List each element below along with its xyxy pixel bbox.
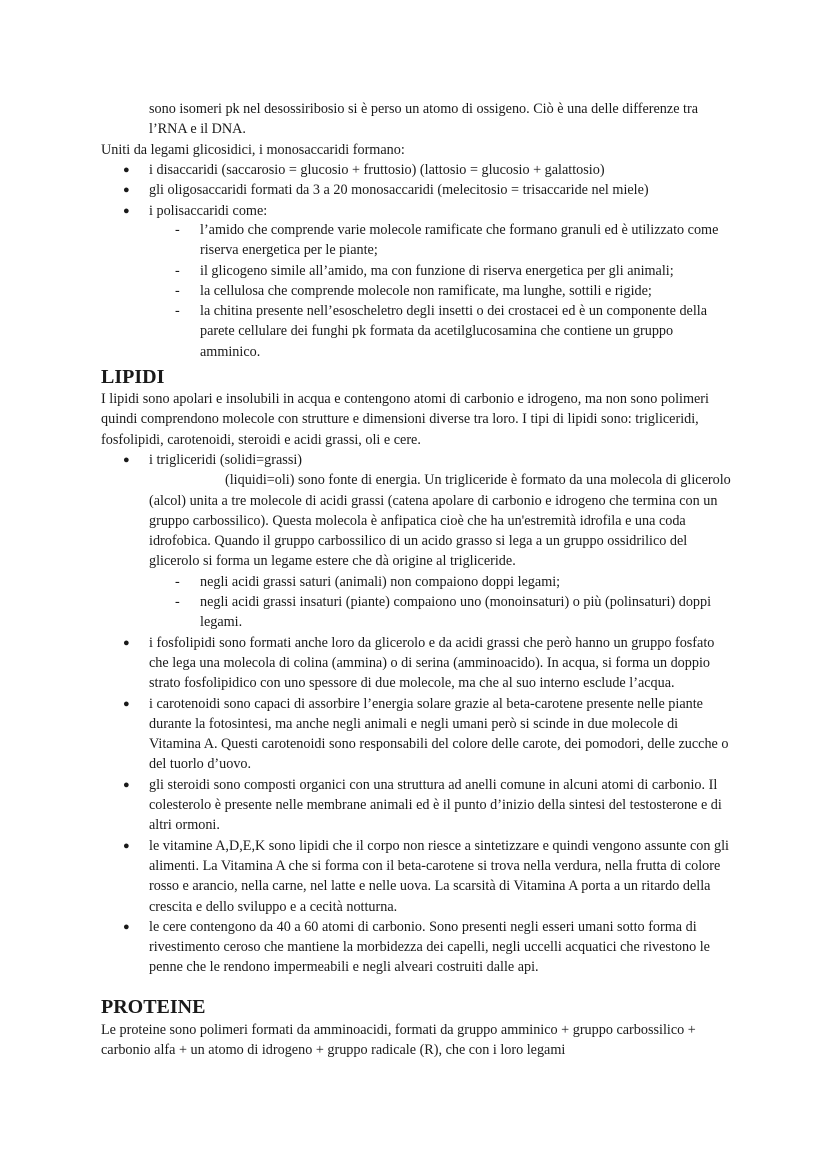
list-item-vitamine: ● le vitamine A,D,E,K sono lipidi che il corpo non riesce a sintetizzare e quindi vengono assunte con gli alimenti. La Vitamina A che si forma con il beta-carotene si trova nella verdura, nella frutta di colore rosso e arancio, nella carne, nel latte e nelle uova. La scarsità di Vitamina A porta a un ritardo della crescita e dello sviluppo e a cecità notturna. (149, 836, 731, 917)
trigliceridi-text: (liquidi=oli) sono fonte di energia. Un trigliceride è formato da una molecola di glicerolo (alcol) unita a tre molecole di acidi grassi (catena apolare di carbonio e idrogeno che termina con un gruppo carbossilico). Questa molecola è anfipatica cioè che ha un'estremità idrofila e una coda idrofobica. Quando il gruppo carbossilico di un acido grasso si lega a un gruppo ossidrilico del glicerolo si forma un legame estere che dà origine al trigliceride. (149, 472, 731, 570)
monosaccharides-intro: Uniti da legami glicosidici, i monosaccaridi formano: (101, 142, 405, 158)
proteine-intro: Le proteine sono polimeri formati da amminoacidi, formati da gruppo amminico + gruppo carbossilico + carbonio alfa + un atomo di idrogeno + gruppo radicale (R), che con i loro legami (101, 1022, 696, 1059)
list-item-carotenoidi: ● i carotenoidi sono capaci di assorbire l’energia solare grazie al beta-carotene presente nelle piante durante la fotosintesi, ma anche negli animali e negli umani però si scinde in due molecole di Vitamina A. Questi carotenoidi sono responsabili del colore delle carote, dei pomodori, delle zucche o del tuorlo d’uovo. (149, 694, 731, 775)
list-item: ● i polisaccaridi come: (149, 201, 731, 221)
list-item: - negli acidi grassi saturi (animali) non compaiono doppi legami; (200, 572, 731, 592)
list-item: - il glicogeno simile all’amido, ma con funzione di riserva energetica per gli animali; (200, 261, 730, 281)
list-item: ● i disaccaridi (saccarosio = glucosio + fruttosio) (lattosio = glucosio + galattosio) (149, 160, 731, 180)
list-item: ● gli oligosaccaridi formati da 3 a 20 monosaccaridi (melecitosio = trisaccaride nel miele) (149, 180, 731, 200)
section-heading-lipidi: LIPIDI (101, 366, 165, 388)
lipidi-list (149, 450, 731, 978)
trigliceridi-title: ● i trigliceridi (solidi=grassi) (149, 452, 303, 468)
section-heading-proteine: PROTEINE (101, 996, 206, 1018)
acidi-grassi-sublist (200, 572, 731, 633)
list-item: - l’amido che comprende varie molecole ramificate che formano granuli ed è utilizzato come riserva energetica per le piante; (200, 220, 730, 261)
list-item: - negli acidi grassi insaturi (piante) compaiono uno (monoinsaturi) o più (polinsaturi) doppi legami. (200, 592, 731, 633)
continuation-paragraph: sono isomeri pk nel desossiribosio si è perso un atomo di ossigeno. Ciò è una delle differenze tra l’RNA e il DNA. (149, 101, 699, 138)
list-item-steroidi: ● gli steroidi sono composti organici con una struttura ad anelli comune in alcuni atomi di carbonio. Il colesterolo è presente nelle membrane animali ed è il punto d’inizio della sintesi del testosterone e di altri ormoni. (149, 775, 731, 836)
saccharides-list (149, 160, 731, 221)
list-item-fosfolipidi: ● i fosfolipidi sono formati anche loro da glicerolo e da acidi grassi che però hanno un gruppo fosfato che lega una molecola di colina (ammina) o di serina (amminoacido). In acqua, si forma un doppio strato fosfolipidico con uno spessore di due molecole, ma che al suo interno esclude l’acqua. (149, 633, 731, 694)
polysaccharides-sublist (200, 220, 730, 362)
list-item-trigliceridi (149, 450, 731, 633)
list-item-cere: ● le cere contengono da 40 a 60 atomi di carbonio. Sono presenti negli esseri umani sotto forma di rivestimento ceroso che mantiene la morbidezza dei capelli, negli uccelli acquatici che rivestono le penne che le rendono impermeabili e negli alveari costruiti dalle api. (149, 917, 731, 978)
list-item: - la chitina presente nell’esoscheletro degli insetti o dei crostacei ed è un componente della parete cellulare dei funghi pk formata da acetilglucosamina che contiene un gruppo amminico. (200, 301, 730, 362)
list-item: - la cellulosa che comprende molecole non ramificate, ma lunghe, sottili e rigide; (200, 281, 730, 301)
lipidi-intro: I lipidi sono apolari e insolubili in acqua e contengono atomi di carbonio e idrogeno, ma non sono polimeri quindi comprendono molecole con strutture e dimensioni diverse tra loro. I tipi di lipidi sono: trigliceridi, fosfolipidi, carotenoidi, steroidi e acidi grassi, oli e cere. (101, 391, 709, 448)
